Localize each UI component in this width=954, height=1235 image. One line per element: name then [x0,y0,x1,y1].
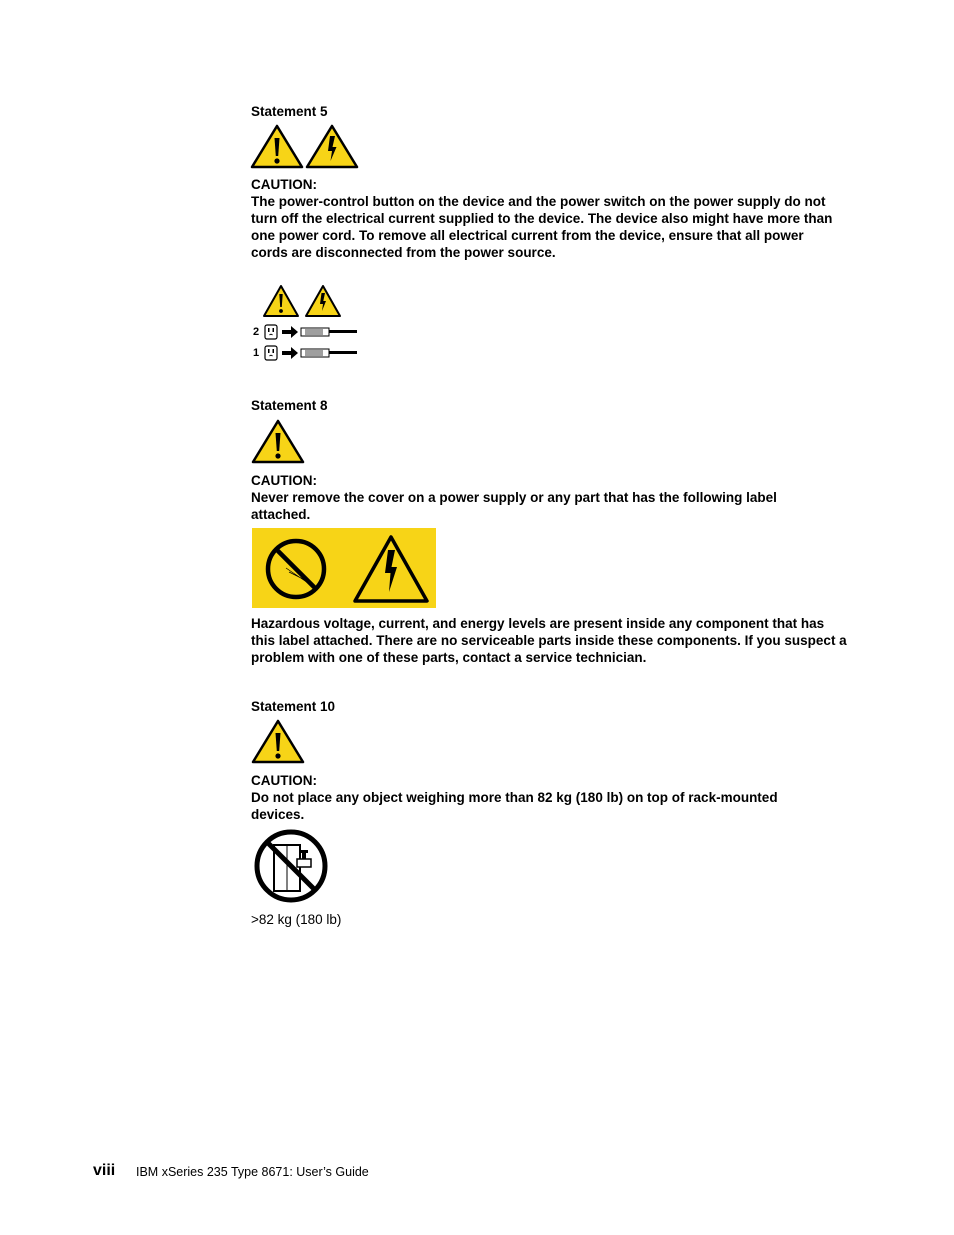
statement-8-hazard-text: Hazardous voltage, current, and energy levels are present inside any component that has this label attached. There are no serviceable parts inside these components. If you suspect a problem with one of these parts, contact a service technician. [251,616,847,665]
statement-10-warning-icon [251,719,307,765]
arrow-right-icon [282,347,298,359]
cord-label-2: 2 [253,326,260,338]
cord-label-1: 1 [253,347,260,359]
statement-10-text: Do not place any object weighing more than 82 kg (180 lb) on top of rack-mounted devices. [251,790,778,822]
statement-5-warning-icons [251,124,361,170]
statement-8-warning-icon [251,419,307,465]
exclamation-warning-icon [253,421,303,462]
arrow-right-icon [282,326,298,338]
statement-8-caution-label: CAUTION: [251,473,317,488]
electrical-hazard-icon [307,126,357,167]
page-number: viii [93,1162,116,1179]
no-heavy-objects-icon [257,832,325,900]
statement-10-heading: Statement 10 [251,699,336,714]
statement-8-text: Never remove the cover on a power supply or any part that has the following label attached. [251,490,777,522]
power-outlet-1-icon [265,346,277,360]
statement-8-heading: Statement 8 [251,398,328,413]
power-outlet-2-icon [265,325,277,339]
exclamation-warning-icon [253,721,303,762]
document-title: IBM xSeries 235 Type 8671: User’s Guide [136,1165,369,1179]
statement-5-text: The power-control button on the device and the power switch on the power supply do not turn off the electrical current supplied to the device. The device also might have more than one power cord. To remove all electrical current from the device, ensure that all power cords are disconnected from the power source. [251,194,833,260]
hazard-label-image [252,528,436,608]
statement-5-heading: Statement 5 [251,104,328,119]
statement-10-caution-label: CAUTION: [251,773,317,788]
power-plug-icon [301,349,357,357]
power-plug-icon [301,328,357,336]
statement-5-power-cord-diagram [249,284,359,366]
exclamation-warning-icon [264,286,298,316]
statement-5-caution-label: CAUTION: [251,177,317,192]
electrical-hazard-icon [306,286,340,316]
weight-limit-caption: >82 kg (180 lb) [251,912,342,927]
no-heavy-objects-image [252,827,332,907]
exclamation-warning-icon [252,126,302,167]
